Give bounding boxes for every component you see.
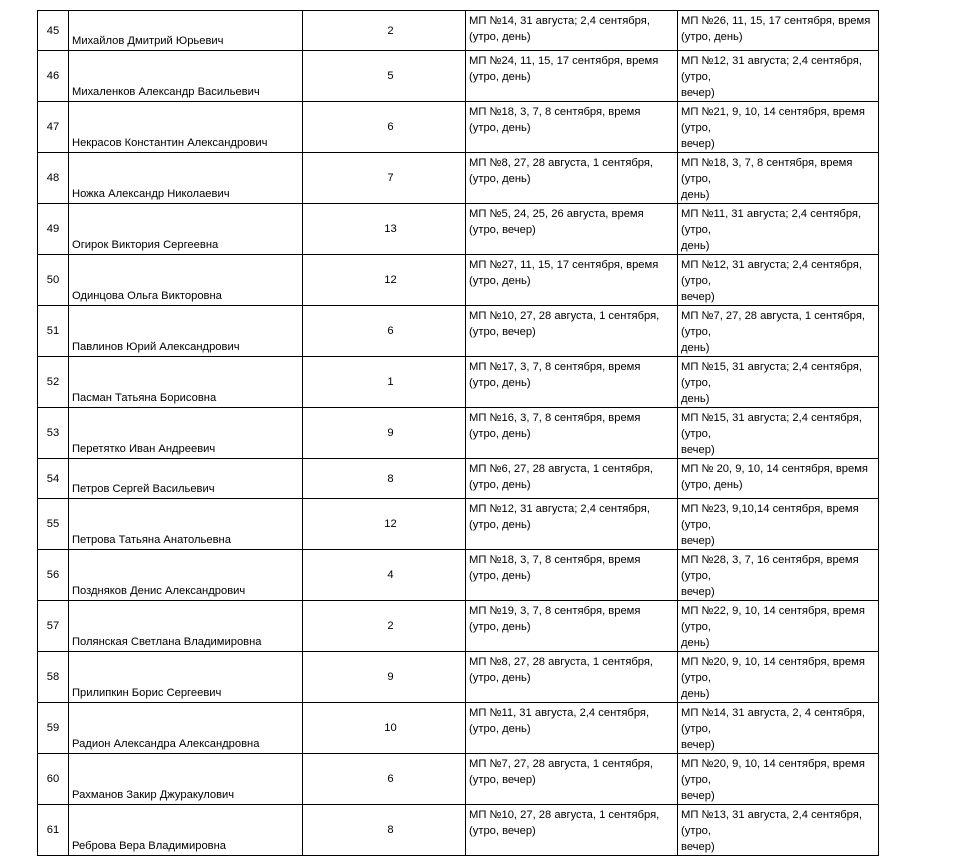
schedule-line: (утро, день) (469, 377, 531, 389)
schedule-line: МП №21, 9, 10, 14 сентября, время (утро, (681, 106, 865, 134)
count-value: 6 (303, 306, 466, 357)
person-name: Поздняков Денис Александрович (69, 550, 303, 601)
schedule-line: МП №5, 24, 25, 26 августа, время (469, 208, 644, 220)
table-row (38, 357, 879, 408)
schedule-line: день) (681, 637, 710, 649)
schedule-table (37, 10, 879, 856)
schedule-second (678, 703, 879, 754)
schedule-line: МП №26, 11, 15, 17 сентября, время (681, 15, 871, 27)
schedule-first (466, 601, 678, 652)
schedule-second (678, 306, 879, 357)
schedule-first (466, 408, 678, 459)
person-name: Огирок Виктория Сергеевна (69, 204, 303, 255)
person-name: Перетятко Иван Андреевич (69, 408, 303, 459)
count-value: 8 (303, 459, 466, 499)
schedule-second (678, 601, 879, 652)
person-name: Павлинов Юрий Александрович (69, 306, 303, 357)
schedule-line: (утро, вечер) (469, 326, 536, 338)
person-name: Прилипкин Борис Сергеевич (69, 652, 303, 703)
table-row (38, 153, 879, 204)
schedule-line: МП №18, 3, 7, 8 сентября, время (469, 554, 641, 566)
person-name: Рахманов Закир Джуракулович (69, 754, 303, 805)
row-number: 59 (38, 703, 69, 754)
count-value: 5 (303, 51, 466, 102)
schedule-line: МП №10, 27, 28 августа, 1 сентября, (469, 809, 660, 821)
schedule-line: МП №28, 3, 7, 16 сентября, время (утро, (681, 554, 859, 582)
schedule-first (466, 754, 678, 805)
schedule-second (678, 550, 879, 601)
schedule-first (466, 306, 678, 357)
count-value: 2 (303, 601, 466, 652)
schedule-line: (утро, день) (681, 31, 743, 43)
schedule-line: (утро, вечер) (469, 224, 536, 236)
count-value: 13 (303, 204, 466, 255)
schedule-line: (утро, день) (469, 122, 531, 134)
schedule-line: МП №16, 3, 7, 8 сентября, время (469, 412, 641, 424)
schedule-line: вечер) (681, 739, 715, 751)
row-number: 58 (38, 652, 69, 703)
person-name: Петрова Татьяна Анатольевна (69, 499, 303, 550)
schedule-line: (утро, день) (469, 71, 531, 83)
row-number: 50 (38, 255, 69, 306)
schedule-line: МП №12, 31 августа; 2,4 сентября, (469, 503, 650, 515)
schedule-line: МП №8, 27, 28 августа, 1 сентября, (469, 157, 654, 169)
schedule-line: МП №18, 3, 7, 8 сентября, время (утро, (681, 157, 853, 185)
schedule-line: МП №18, 3, 7, 8 сентября, время (469, 106, 641, 118)
schedule-line: (утро, день) (469, 31, 531, 43)
table-row (38, 805, 879, 856)
table-row (38, 652, 879, 703)
schedule-line: вечер) (681, 841, 715, 853)
schedule-line: вечер) (681, 138, 715, 150)
schedule-line: МП №7, 27, 28 августа, 1 сентября, (469, 758, 654, 770)
schedule-second (678, 805, 879, 856)
schedule-line: (утро, вечер) (469, 774, 536, 786)
schedule-second (678, 153, 879, 204)
row-number: 60 (38, 754, 69, 805)
schedule-first (466, 703, 678, 754)
table-row (38, 51, 879, 102)
row-number: 57 (38, 601, 69, 652)
count-value: 7 (303, 153, 466, 204)
schedule-first (466, 51, 678, 102)
person-name: Радион Александра Александровна (69, 703, 303, 754)
schedule-line: МП №13, 31 августа, 2,4 сентября, (утро, (681, 809, 862, 837)
row-number: 53 (38, 408, 69, 459)
count-value: 8 (303, 805, 466, 856)
schedule-first (466, 357, 678, 408)
schedule-first (466, 459, 678, 499)
count-value: 12 (303, 499, 466, 550)
count-value: 12 (303, 255, 466, 306)
table-row (38, 754, 879, 805)
schedule-line: день) (681, 240, 710, 252)
count-value: 6 (303, 102, 466, 153)
schedule-line: (утро, день) (681, 479, 743, 491)
schedule-first (466, 102, 678, 153)
row-number: 54 (38, 459, 69, 499)
schedule-line: вечер) (681, 444, 715, 456)
schedule-first (466, 805, 678, 856)
schedule-line: МП №27, 11, 15, 17 сентября, время (469, 259, 659, 271)
schedule-second (678, 459, 879, 499)
schedule-second (678, 204, 879, 255)
schedule-line: (утро, день) (469, 519, 531, 531)
schedule-first (466, 11, 678, 51)
person-name: Одинцова Ольга Викторовна (69, 255, 303, 306)
table-row (38, 408, 879, 459)
row-number: 56 (38, 550, 69, 601)
schedule-line: МП №7, 27, 28 августа, 1 сентября, (утро, (681, 310, 866, 338)
schedule-second (678, 652, 879, 703)
person-name: Реброва Вера Владимировна (69, 805, 303, 856)
schedule-line: (утро, день) (469, 723, 531, 735)
schedule-line: МП №24, 11, 15, 17 сентября, время (469, 55, 659, 67)
schedule-first (466, 153, 678, 204)
schedule-line: (утро, день) (469, 275, 531, 287)
schedule-line: МП №11, 31 августа; 2,4 сентября, (утро, (681, 208, 862, 236)
schedule-line: МП №10, 27, 28 августа, 1 сентября, (469, 310, 660, 322)
row-number: 48 (38, 153, 69, 204)
schedule-line: (утро, день) (469, 428, 531, 440)
count-value: 2 (303, 11, 466, 51)
schedule-line: (утро, день) (469, 570, 531, 582)
schedule-second (678, 499, 879, 550)
person-name: Михайлов Дмитрий Юрьевич (69, 11, 303, 51)
person-name: Полянская Светлана Владимировна (69, 601, 303, 652)
schedule-line: МП №15, 31 августа; 2,4 сентября, (утро, (681, 412, 862, 440)
schedule-second (678, 357, 879, 408)
schedule-second (678, 754, 879, 805)
count-value: 4 (303, 550, 466, 601)
person-name: Михаленков Александр Васильевич (69, 51, 303, 102)
person-name: Петров Сергей Васильевич (69, 459, 303, 499)
table-row (38, 102, 879, 153)
schedule-line: вечер) (681, 87, 715, 99)
table-row (38, 459, 879, 499)
schedule-second (678, 255, 879, 306)
schedule-line: МП №14, 31 августа, 2, 4 сентября, (утро, (681, 707, 866, 735)
schedule-first (466, 652, 678, 703)
schedule-line: (утро, день) (469, 621, 531, 633)
schedule-table-body (38, 11, 879, 856)
schedule-first (466, 550, 678, 601)
schedule-line: вечер) (681, 291, 715, 303)
schedule-second (678, 408, 879, 459)
schedule-line: МП №8, 27, 28 августа, 1 сентября, (469, 656, 654, 668)
row-number: 61 (38, 805, 69, 856)
schedule-first (466, 204, 678, 255)
schedule-line: МП №14, 31 августа; 2,4 сентября, (469, 15, 650, 27)
schedule-second (678, 51, 879, 102)
table-row (38, 550, 879, 601)
row-number: 47 (38, 102, 69, 153)
table-row (38, 306, 879, 357)
schedule-line: МП №20, 9, 10, 14 сентября, время (утро, (681, 758, 865, 786)
person-name: Ножка Александр Николаевич (69, 153, 303, 204)
schedule-line: МП №22, 9, 10, 14 сентября, время (утро, (681, 605, 865, 633)
schedule-line: МП №12, 31 августа; 2,4 сентября, (утро, (681, 259, 862, 287)
schedule-line: (утро, день) (469, 173, 531, 185)
schedule-second (678, 102, 879, 153)
schedule-second (678, 11, 879, 51)
schedule-line: МП №12, 31 августа; 2,4 сентября, (утро, (681, 55, 862, 83)
schedule-line: (утро, вечер) (469, 825, 536, 837)
table-row (38, 499, 879, 550)
schedule-first (466, 499, 678, 550)
table-row (38, 703, 879, 754)
row-number: 51 (38, 306, 69, 357)
table-row (38, 255, 879, 306)
schedule-line: МП №23, 9,10,14 сентября, время (утро, (681, 503, 859, 531)
schedule-line: вечер) (681, 535, 715, 547)
schedule-line: (утро, день) (469, 479, 531, 491)
schedule-line: день) (681, 393, 710, 405)
schedule-line: МП №6, 27, 28 августа, 1 сентября, (469, 463, 654, 475)
table-row (38, 204, 879, 255)
schedule-line: день) (681, 688, 710, 700)
schedule-first (466, 255, 678, 306)
schedule-line: МП №19, 3, 7, 8 сентября, время (469, 605, 641, 617)
schedule-line: день) (681, 189, 710, 201)
row-number: 46 (38, 51, 69, 102)
schedule-line: вечер) (681, 790, 715, 802)
table-row (38, 11, 879, 51)
row-number: 45 (38, 11, 69, 51)
schedule-line: (утро, день) (469, 672, 531, 684)
schedule-line: МП №11, 31 августа, 2,4 сентября, (469, 707, 650, 719)
schedule-line: МП №17, 3, 7, 8 сентября, время (469, 361, 641, 373)
person-name: Некрасов Константин Александрович (69, 102, 303, 153)
schedule-line: день) (681, 342, 710, 354)
count-value: 9 (303, 408, 466, 459)
schedule-line: МП №15, 31 августа; 2,4 сентября, (утро, (681, 361, 862, 389)
person-name: Пасман Татьяна Борисовна (69, 357, 303, 408)
schedule-line: МП № 20, 9, 10, 14 сентября, время (681, 463, 868, 475)
schedule-line: МП №20, 9, 10, 14 сентября, время (утро, (681, 656, 865, 684)
table-row (38, 601, 879, 652)
count-value: 9 (303, 652, 466, 703)
count-value: 1 (303, 357, 466, 408)
count-value: 10 (303, 703, 466, 754)
count-value: 6 (303, 754, 466, 805)
row-number: 55 (38, 499, 69, 550)
row-number: 49 (38, 204, 69, 255)
schedule-line: вечер) (681, 586, 715, 598)
row-number: 52 (38, 357, 69, 408)
